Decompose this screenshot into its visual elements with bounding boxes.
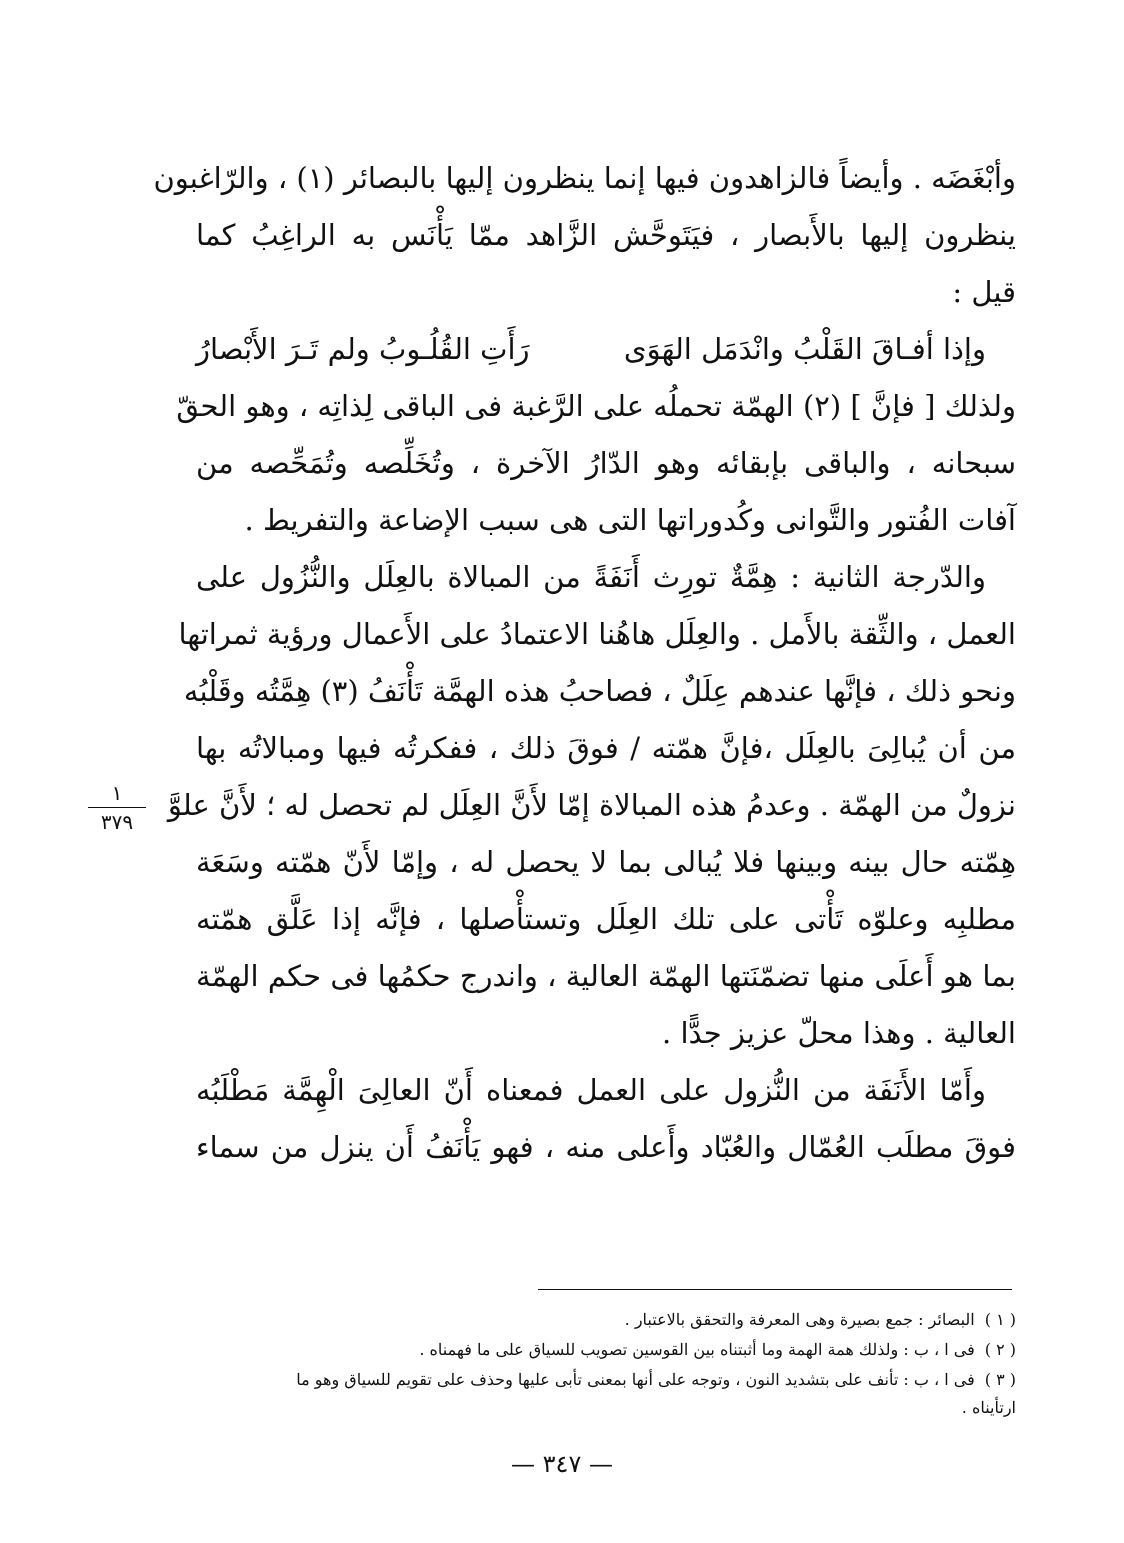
footnotes xyxy=(196,1305,1016,1421)
text-line: مطلبِه وعلوّه تَأْتى على تلك العِلَل وتستأْصلها ، فإنَّه إذا عَلَّق همّته xyxy=(196,902,1016,936)
footnote xyxy=(196,1365,1016,1395)
text-line: والدّرجة الثانية : هِمَّةٌ تورِث أَنَفَةً من المبالاة بالعِلَل والنُّزُول على xyxy=(196,560,986,594)
verse-first-hemistich: وإذا أفـاقَ القَلْبُ وانْدَمَل الهَوَى xyxy=(623,332,986,366)
verse-second-hemistich: رَأَتِ القُلُـوبُ ولم تَـرَ الأَبْصارُ xyxy=(196,332,530,366)
text-line: من أن يُبالِىَ بالعِلَل ،فإنَّ همّته / فوقَ ذلك ، ففكرتُه فيها ومبالاتُه بها xyxy=(196,731,1016,765)
manuscript-folio-marker xyxy=(82,781,152,834)
text-line: سبحانه ، والباقى بإبقائه وهو الدّارُ الآخرة ، وتُخَلِّصه وتُمَحِّصه من xyxy=(196,446,1016,480)
footnote-number: ( ٢ ) xyxy=(984,1340,1016,1359)
text-line: قيل : xyxy=(952,275,1016,309)
text-line: فوقَ مطلَب العُمّال والعُبّاد وأَعلى منه ، فهو يَأْنَفُ أَن ينزل من سماء xyxy=(196,1130,1016,1164)
footnote-number: ( ١ ) xyxy=(984,1310,1016,1329)
folio-marker-rule xyxy=(88,807,146,808)
text-line: العمل ، والثِّقة بالأَمل . والعِلَل هاهُنا الاعتمادُ على الأَعمال ورؤية ثمراتها xyxy=(178,617,1016,651)
text-line: وأَمّا الأَنَفَة من النُّزول على العمل فمعناه أَنّ العالِىَ الْهِمَّة مَطْلَبُه xyxy=(196,1073,986,1107)
folio-marker-bottom: ٣٧٩ xyxy=(100,810,134,834)
text-line: ونحو ذلك ، فإنَّها عندهم عِلَلٌ ، فصاحبُ هذه الهمَّة تَأْنَفُ (٣) هِمَّتُه وقَلْبُه xyxy=(183,674,1016,708)
text-line: وأبْغَضَه . وأيضاً فالزاهدون فيها إنما ينظرون إليها بالبصائر (١) ، والرّاغبون xyxy=(153,161,1016,195)
folio-marker-top: ١ xyxy=(111,781,123,805)
footnote-text: البصائر : جمع بصيرة وهى المعرفة والتحقق بالاعتبار . xyxy=(624,1310,975,1329)
footnote xyxy=(196,1305,1016,1335)
text-line: بما هو أَعلَى منها تضمّنَتها الهمّة العالية ، واندرج حكمُها فى حكم الهمّة xyxy=(196,959,1016,993)
text-line: ولذلك [ فإنَّ ] (٢) الهمّة تحملُه على الرَّغبة فى الباقى لِذاتِه ، وهو الحقّ xyxy=(176,389,1016,423)
poetry-verse xyxy=(196,321,1016,378)
text-line: آفات الفُتور والتَّوانى وكُدوراتها التى هى سبب الإضاعة والتفريط . xyxy=(244,503,1016,537)
text-line: العالية . وهذا محلّ عزيز جدًّا . xyxy=(662,1016,1016,1050)
footnote-number: ( ٣ ) xyxy=(984,1370,1016,1389)
footnote xyxy=(196,1335,1016,1365)
text-line: ينظرون إليها بالأَبصار ، فيَتَوحَّش الزَّاهد ممّا يَأْنَس به الراغِبُ كما xyxy=(196,218,1016,252)
text-line: هِمّته حال بينه وبينها فلا يُبالى بما لا يحصل له ، وإمّا لأَنّ همّته وسَعَة xyxy=(196,845,1016,879)
footnote-text: فى ا ، ب : ولذلك همة الهمة وما أثبتناه بين القوسين تصويب للسياق على ما فهمناه . xyxy=(419,1340,975,1359)
footnote-text: فى ا ، ب : تأنف على بتشديد النون ، وتوجه على أنها بمعنى تأبى عليها وحذف على تقويم للسياق وهو ما xyxy=(296,1370,975,1389)
footnote-continuation: ارتأيناه . xyxy=(961,1398,1016,1417)
main-text-part-1 xyxy=(153,150,1016,1176)
page-number: — ٣٤٧ — xyxy=(511,1450,613,1478)
text-line: نزولٌ من الهمّة . وعدمُ هذه المبالاة إمّا لأَنَّ العِلَل لم تحصل له ؛ لأَنَّ علوَّ xyxy=(167,788,1016,822)
footnote-divider xyxy=(538,1289,1012,1290)
